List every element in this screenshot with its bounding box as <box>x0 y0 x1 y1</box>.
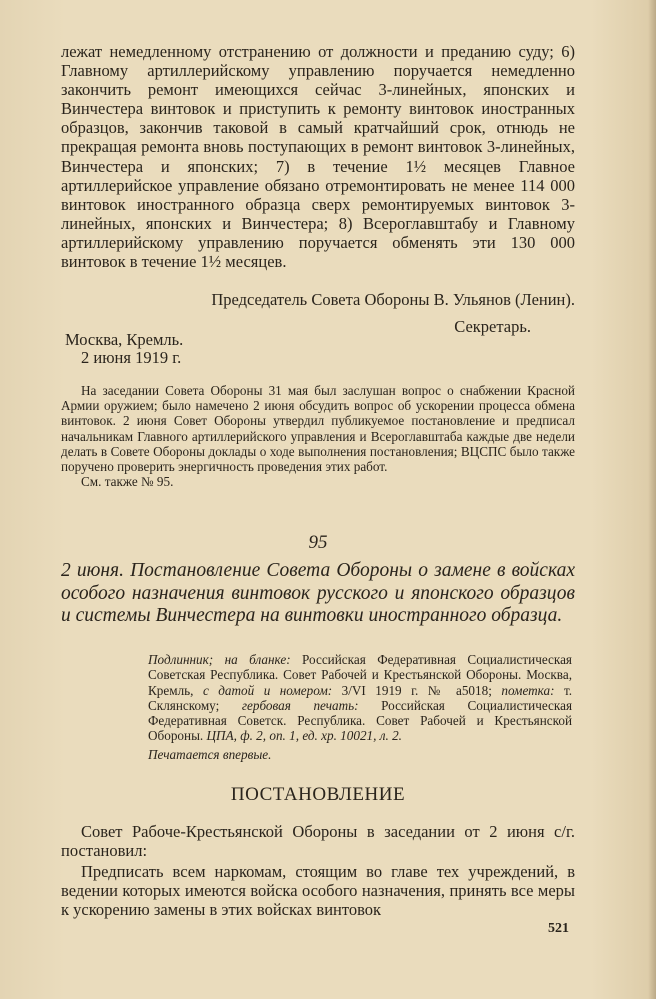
archive-note: Подлинник; на бланке: Российская Федеративная Социалистическая Советская Республика. Совет Рабочей и Крестьянской Обороны. Москва, Кремль, с датой и номером: 3/VI 1919 г. № а5018; пометка: т. Склянскому; гербовая печать: Российская Социалистическая Федеративная Советск. Республика. Совет Рабочей и Крестьянской Обороны. ЦПА, ф. 2, оп. 1, ед. хр. 10021, л. 2. Печатается впервые. <box>148 652 573 762</box>
continuation-paragraph: лежат немедленному отстранению от должности и преданию суду; 6) Главному артиллерийскому управлению поручается немедленно закончить ремонт имеющихся сейчас 3-линейных, японских и Винчестера винтовок и приступить к ремонту винтовок иностранных образцов, закончив таковой в самый кратчайший срок, отнюдь не прекращая ремонта вновь поступающих в ремонт винтовок 3-линейных, Винчестера и японских; 7) в течение 1½ месяцев Главное артиллерийское управление обязано отремонтировать не менее 114 000 винтовок иностранного образца сверх ремонтируемых винтовок 3-линейных, японских и Винчестера; 8) Всероглавштабу и Главному артиллерийскому управлению поручается обменять эти 130 000 винтовок в течение 1½ месяцев. <box>61 42 575 272</box>
secretary-signature: Секретарь. <box>454 317 531 336</box>
footnote-text: На заседании Совета Обороны 31 мая был заслушан вопрос о снабжении Красной Армии оружием; было намечено 2 июня обсудить вопрос об ускорении процесса обмена винтовок. 2 июня Совет Обороны утвердил публикуемое постановление и предписал начальникам Главного артиллерийского управления и Всероглавштаба каждые две недели делать в Совете Обороны доклады о ходе выполнения постановления; ВЦСПС было также поручено проверить энергичность проведения этих работ. <box>61 383 575 475</box>
resolution-intro: Совет Рабоче-Крестьянской Обороны в заседании от 2 июня с/г. постановил: <box>61 822 575 861</box>
signature-date: 2 июня 1919 г. <box>81 348 182 367</box>
document-number: 95 <box>308 532 328 553</box>
page-number: 521 <box>548 921 569 936</box>
chairman-signature: Председатель Совета Обороны В. Ульянов (Ленин). <box>211 290 575 309</box>
document-title: 2 июня. Постановление Совета Обороны о замене в войсках особого назначения винтовок русского и японского образцов и системы Винчестера на винтовки иностранного образца. <box>61 560 575 626</box>
published-note: Печатается впервые. <box>148 746 272 762</box>
resolution-body: Предписать всем наркомам, стоящим во главе тех учреждений, в ведении которых имеются войска особого назначения, принять все меры к ускорению замены в этих войсках винтовок <box>61 862 575 920</box>
resolution-heading: ПОСТАНОВЛЕНИЕ <box>230 784 406 805</box>
footnote-see-also: См. также № 95. <box>81 474 174 490</box>
page-spine-shadow <box>648 0 656 999</box>
footnote <box>61 383 575 489</box>
signature-place: Москва, Кремль. <box>65 330 184 349</box>
